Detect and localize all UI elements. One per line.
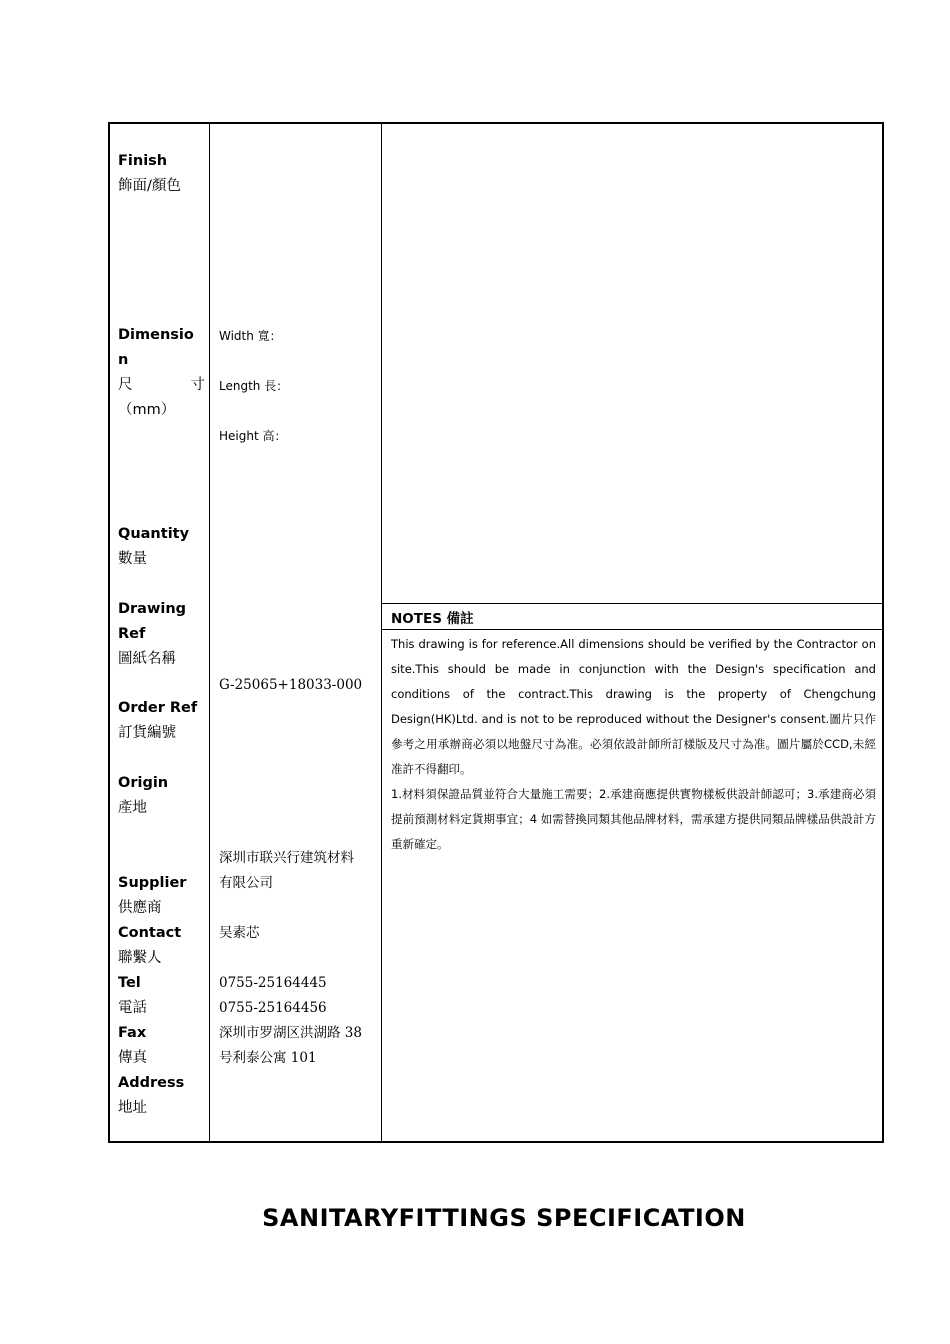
supplier-value-line1: 深圳市联兴行建筑材料 [219, 850, 354, 866]
address-label-en: Address [118, 1075, 185, 1091]
notes-title-divider [381, 629, 882, 630]
notes-paragraph-1: This drawing is for reference.All dimensions should be verified by the Contractor on site.This should be made in conjunction with the Design's specification and conditions of the contract.This drawing is the property of Chengchung Design(HK)Ltd. and is not to be reproduced without the Designer's consent.圖片只作參考之用承辦商必須以地盤尺寸為准。必須依設計師所訂樣版及尺寸為准。圖片屬於CCD,未經准許不得翻印。 [391, 637, 876, 776]
order-ref-label [118, 696, 197, 746]
order-ref-label-en: Order Ref [118, 700, 198, 716]
supplier-label-zh: 供應商 [118, 900, 162, 916]
drawing-ref-label [118, 597, 186, 672]
tel-label-en: Tel [118, 975, 141, 991]
drawing-ref-label-zh: 圖紙名稱 [118, 651, 176, 667]
tel-label-zh: 電話 [118, 1000, 147, 1016]
length-field: Length 長： [219, 379, 289, 393]
address-value-line1: 深圳市罗湖区洪湖路 38 [219, 1025, 362, 1041]
finish-label-en: Finish [118, 153, 168, 169]
notes-top-divider [381, 603, 882, 604]
dimension-label [118, 323, 205, 423]
drawing-ref-label-en-1: Drawing [118, 601, 187, 617]
order-ref-label-zh: 訂貨編號 [118, 725, 176, 741]
origin-label-zh: 產地 [118, 800, 147, 816]
fax-value: 0755-25164456 [219, 1000, 327, 1016]
finish-label [118, 149, 181, 199]
order-ref-value: G-25065+18033-000 [219, 677, 363, 693]
contact-label-en: Contact [118, 925, 182, 941]
notes-paragraph-2: 1.材料須保證品質並符合大量施工需要；2.承建商應提供實物樣板供設計師認可；3.承建商必須提前預測材料定貨期事宜；4 如需替換同類其他品牌材料，需承建方提供同類品牌樣品供設計方重新確定。 [391, 787, 876, 851]
supplier-label-en: Supplier [118, 875, 187, 891]
quantity-label-zh: 數量 [118, 551, 147, 567]
drawing-ref-label-en-2: Ref [118, 626, 146, 642]
supplier-value-line2: 有限公司 [219, 875, 273, 891]
document-title: SANITARYFITTINGS SPECIFICATION [262, 1204, 746, 1232]
width-field: Width 寬： [219, 329, 282, 343]
quantity-label-en: Quantity [118, 526, 190, 542]
fax-label-zh: 傳真 [118, 1050, 147, 1066]
origin-label-en: Origin [118, 775, 169, 791]
finish-label-zh: 飾面/顏色 [118, 178, 181, 194]
tel-value: 0755-25164445 [219, 975, 327, 991]
height-field: Height 高： [219, 429, 287, 443]
origin-label [118, 771, 168, 821]
column-divider-right [381, 124, 382, 1141]
quantity-label [118, 522, 189, 572]
supplier-value [219, 846, 381, 1071]
column-divider-left [209, 124, 210, 1141]
dimension-unit: （mm） [118, 402, 176, 418]
specification-sheet [108, 122, 884, 1143]
dimension-label-en-2: n [118, 352, 129, 368]
contact-labels [118, 871, 186, 1121]
address-label-zh: 地址 [118, 1100, 147, 1116]
contact-value: 吴素芯 [219, 925, 260, 941]
fax-label-en: Fax [118, 1025, 147, 1041]
address-value-line2: 号利泰公寓 101 [219, 1050, 317, 1066]
dimension-label-zh: 尺 寸 [118, 377, 205, 393]
notes-title: NOTES 備註 [391, 611, 474, 627]
notes-body [391, 632, 876, 857]
dimension-label-en-1: Dimensio [118, 327, 194, 343]
contact-label-zh: 聯繫人 [118, 950, 162, 966]
